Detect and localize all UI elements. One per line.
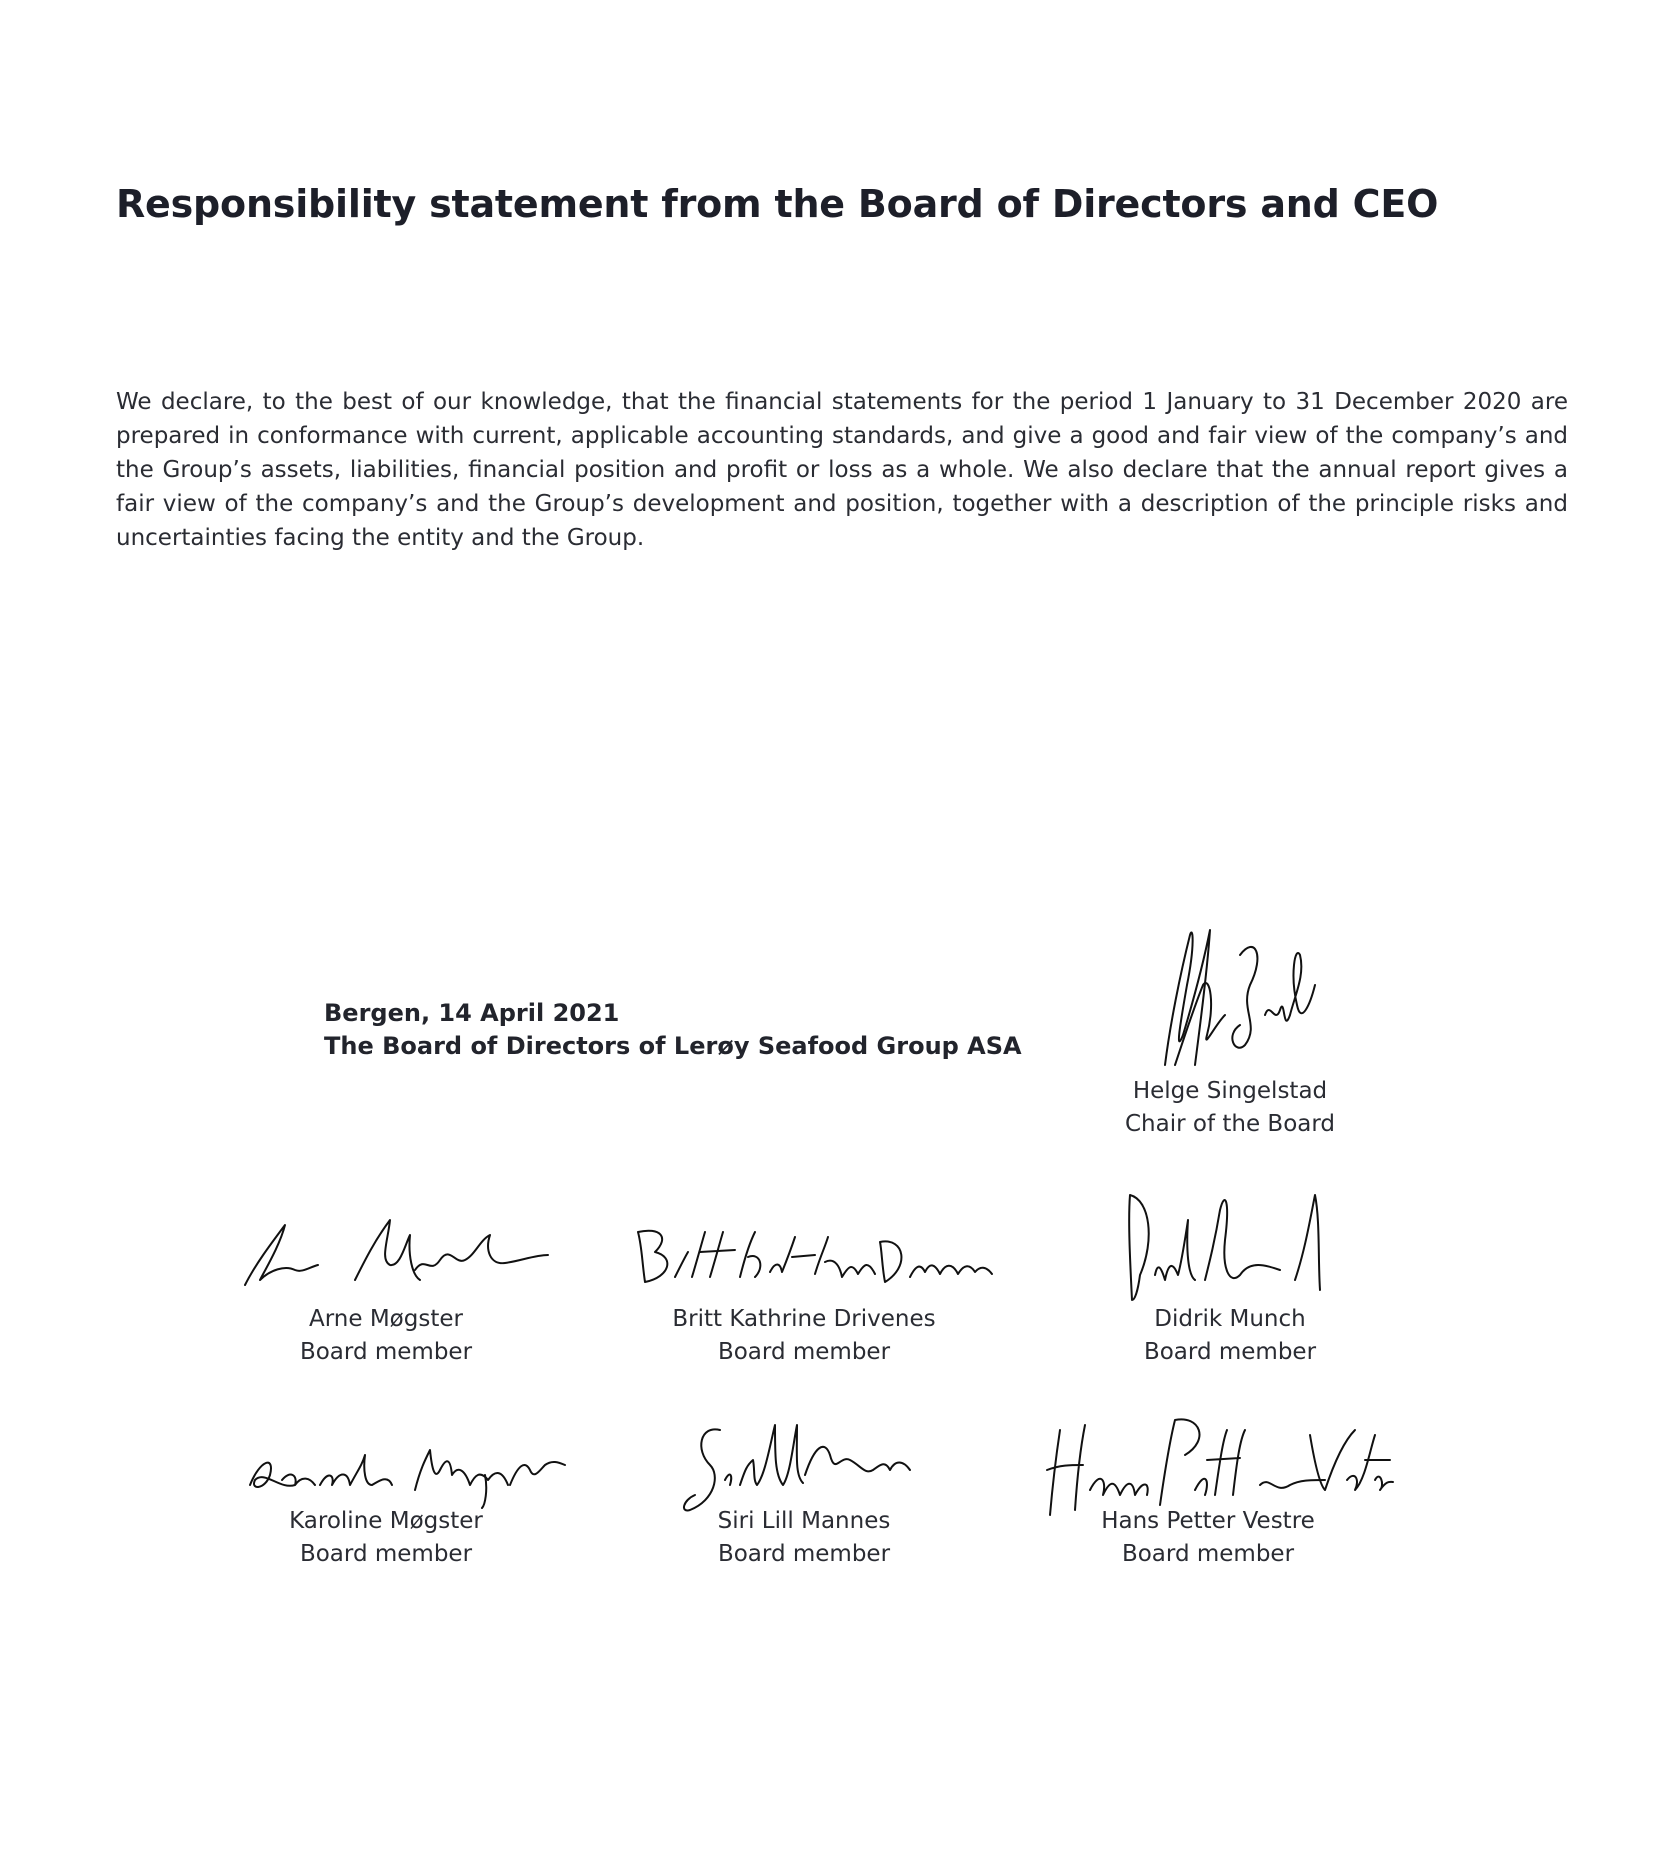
signatory-name: Helge Singelstad: [1132, 1078, 1328, 1104]
signatory-name: Didrik Munch: [1154, 1306, 1306, 1332]
signatory-block: [1050, 1075, 1410, 1141]
signatory-role: Board member: [717, 1339, 891, 1365]
signature-arne-mogster: [240, 1205, 550, 1295]
signatory-block: [624, 1505, 984, 1571]
signatory-name: Siri Lill Mannes: [717, 1508, 891, 1534]
signature-britt-kathrine-drivenes: [630, 1222, 1000, 1302]
signatory-name: Hans Petter Vestre: [1101, 1508, 1315, 1534]
signatory-name: Karoline Møgster: [289, 1508, 483, 1534]
signatory-block: [1028, 1505, 1388, 1571]
signatory-role: Board member: [299, 1339, 473, 1365]
place-date: Bergen, 14 April 2021: [324, 999, 620, 1027]
signatory-role: Board member: [1121, 1541, 1295, 1567]
signatory-role: Chair of the Board: [1124, 1111, 1336, 1137]
signatory-role: Board member: [717, 1541, 891, 1567]
signatory-role: Board member: [1143, 1339, 1317, 1365]
board-line: The Board of Directors of Lerøy Seafood Group ASA: [324, 1032, 1022, 1060]
signatory-block: [206, 1505, 566, 1571]
signatory-block: [624, 1303, 984, 1369]
signatory-name: Britt Kathrine Drivenes: [672, 1306, 936, 1332]
signature-hans-petter-vestre: [1035, 1410, 1395, 1520]
page-title: Responsibility statement from the Board of Directors and CEO: [116, 182, 1439, 227]
signatory-role: Board member: [299, 1541, 473, 1567]
signatory-block: [1050, 1303, 1410, 1369]
signatory-block: [206, 1303, 566, 1369]
signatory-name: Arne Møgster: [309, 1306, 463, 1332]
signature-siri-lill-mannes: [675, 1415, 915, 1515]
signature-karoline-mogster: [240, 1430, 570, 1510]
signature-didrik-munch: [1120, 1180, 1370, 1305]
declaration-text: We declare, to the best of our knowledge, that the financial statements for the period 1 January to 31 December 2020 are prepared in conformance with current, applicable accounting standards, and give a good and fair view of the company’s and the Group’s assets, liabilities, financial position and profit or loss as a whole. We also declare that the annual report gives a fair view of the company’s and the Group’s development and position, together with a description of the principle risks and uncertainties facing the entity and the Group.: [116, 389, 1568, 551]
signature-helge-singelstad: [1115, 915, 1335, 1080]
place-date-block: [324, 997, 1024, 1063]
